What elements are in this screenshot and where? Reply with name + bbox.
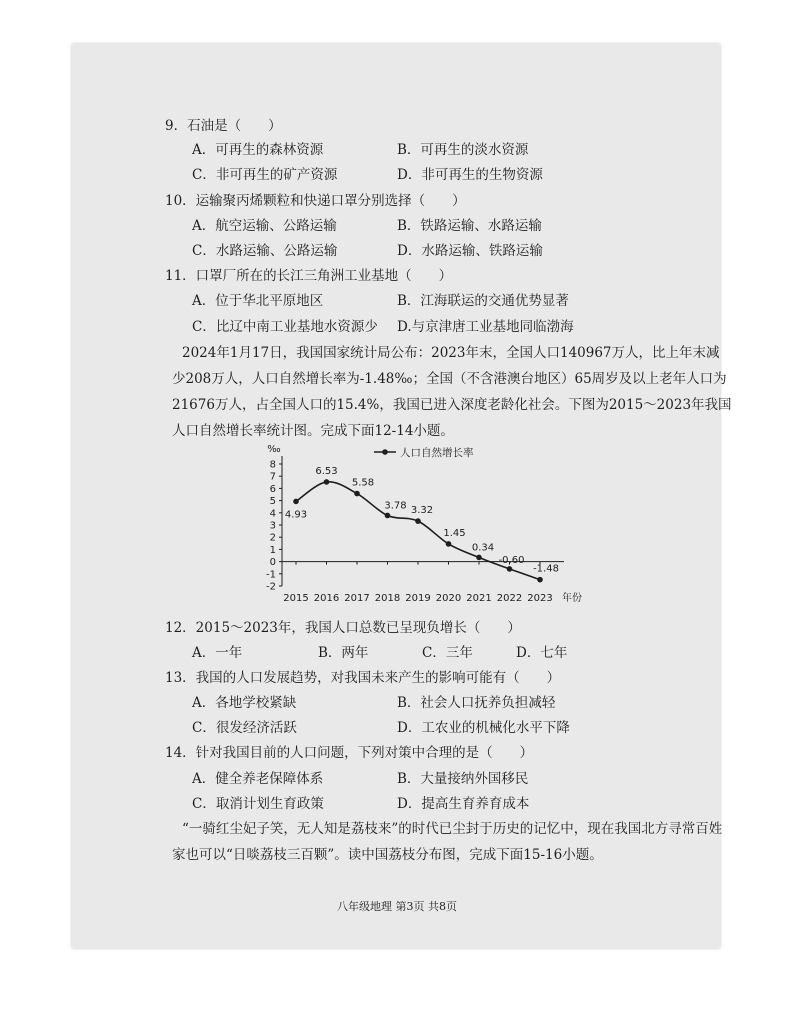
data-label: -1.48 bbox=[533, 563, 559, 575]
q12-option-a: A．一年 bbox=[192, 645, 243, 661]
q10-option-d: D．水路运输、铁路运输 bbox=[397, 243, 543, 259]
data-label: 1.45 bbox=[443, 527, 466, 539]
question-14-stem: 14．针对我国目前的人口问题，下列对策中合理的是（ ） bbox=[165, 745, 534, 761]
q11-option-b: B．江海联运的交通优势显著 bbox=[397, 293, 569, 309]
data-label: 3.32 bbox=[410, 505, 434, 517]
data-point bbox=[354, 491, 360, 497]
x-tick-label: 2018 bbox=[374, 593, 401, 604]
legend-marker bbox=[382, 449, 388, 455]
x-tick-label: 2019 bbox=[405, 593, 431, 604]
y-tick-label: 5 bbox=[269, 496, 276, 508]
q13-option-d: D．工农业的机械化水平下降 bbox=[397, 720, 570, 736]
q11-option-c: C．比辽中南工业基地水资源少 bbox=[192, 319, 378, 335]
data-point bbox=[324, 479, 330, 485]
y-tick-label: 6 bbox=[269, 483, 276, 495]
x-tick-label: 2016 bbox=[313, 593, 340, 604]
q9-option-b: B．可再生的淡水资源 bbox=[397, 142, 529, 158]
y-tick-label: 4 bbox=[269, 508, 276, 520]
data-label: 4.93 bbox=[284, 509, 308, 521]
question-12-stem: 12．2015～2023年，我国人口总数已呈现负增长（ ） bbox=[165, 620, 521, 636]
data-point bbox=[415, 518, 421, 524]
y-tick-label: 2 bbox=[269, 532, 276, 544]
q14-option-a: A．健全养老保障体系 bbox=[192, 771, 324, 787]
y-tick-label: -1 bbox=[266, 569, 276, 581]
data-label: 5.58 bbox=[351, 477, 375, 489]
question-9-stem: 9．石油是（ ） bbox=[165, 118, 282, 134]
question-11-stem: 11．口罩厂所在的长江三角洲工业基地（ ） bbox=[165, 268, 453, 284]
q13-option-a: A．各地学校紧缺 bbox=[192, 695, 297, 711]
y-axis-label: ‰ bbox=[267, 444, 281, 455]
question-10-stem: 10．运输聚丙烯颗粒和快递口罩分别选择（ ） bbox=[165, 193, 466, 209]
data-point bbox=[293, 499, 299, 505]
y-tick-label: 8 bbox=[269, 459, 276, 471]
data-point bbox=[446, 541, 452, 547]
population-growth-chart bbox=[250, 440, 590, 610]
legend-label: 人口自然增长率 bbox=[400, 447, 474, 459]
x-tick-label: 2017 bbox=[344, 593, 370, 604]
q12-option-b: B．两年 bbox=[318, 645, 369, 661]
q12-option-d: D．七年 bbox=[516, 645, 568, 661]
y-tick-label: 0 bbox=[269, 557, 276, 569]
x-tick-label: 2021 bbox=[466, 593, 492, 604]
data-point bbox=[476, 555, 482, 561]
q14-option-b: B．大量接纳外国移民 bbox=[397, 771, 529, 787]
q12-option-c: C．三年 bbox=[422, 645, 473, 661]
data-label: 6.53 bbox=[315, 465, 338, 477]
y-tick-label: 1 bbox=[269, 544, 276, 556]
q10-option-c: C．水路运输、公路运输 bbox=[192, 243, 338, 259]
q11-option-a: A．位于华北平原地区 bbox=[192, 293, 324, 309]
question-13-stem: 13．我国的人口发展趋势，对我国未来产生的影响可能有（ ） bbox=[165, 670, 561, 686]
q11-option-d: D.与京津唐工业基地同临渤海 bbox=[397, 319, 574, 335]
q13-option-c: C．很发经济活跃 bbox=[192, 720, 297, 736]
x-tick-label: 2023 bbox=[527, 593, 553, 604]
q13-option-b: B．社会人口抚养负担减轻 bbox=[397, 695, 556, 711]
data-label: -0.60 bbox=[498, 554, 525, 566]
x-tick-label: 2015 bbox=[283, 593, 309, 604]
q9-option-d: D．非可再生的生物资源 bbox=[397, 167, 543, 183]
passage-lychee bbox=[172, 816, 732, 868]
q10-option-b: B．铁路运输、水路运输 bbox=[397, 218, 542, 234]
data-label: 3.78 bbox=[384, 500, 407, 512]
passage-population-text: 2024年1月17日，我国国家统计局公布：2023年末，全国人口140967万人，比上年末减少208万人，人口自然增长率为-1.48‰；全国（不含港澳台地区）65周岁及以上老年人口为21676万人，占全国人口的15.4%，我国已进入深度老龄化社会。下图为2015～2023年我国人口自然增长率统计图。完成下面12-14小题。 bbox=[172, 345, 732, 439]
data-label: 0.34 bbox=[471, 542, 495, 554]
population-growth-chart-svg bbox=[250, 440, 590, 610]
data-point bbox=[537, 577, 543, 583]
x-axis-label: 年份 bbox=[562, 593, 582, 604]
q14-option-c: C．取消计划生育政策 bbox=[192, 796, 324, 812]
q10-option-a: A．航空运输、公路运输 bbox=[192, 218, 337, 234]
x-tick-label: 2020 bbox=[435, 593, 462, 604]
q9-option-c: C．非可再生的矿产资源 bbox=[192, 167, 338, 183]
q14-option-d: D．提高生育养育成本 bbox=[397, 796, 530, 812]
y-tick-label: 3 bbox=[269, 520, 276, 532]
data-point bbox=[507, 566, 513, 572]
passage-lychee-text: “一骑红尘妃子笑，无人知是荔枝来”的时代已尘封于历史的记忆中，现在我国北方寻常百姓家也可以“日啖荔枝三百颗”。读中国荔枝分布图，完成下面15-16小题。 bbox=[172, 821, 723, 863]
q9-option-a: A．可再生的森林资源 bbox=[192, 142, 324, 158]
page-footer: 八年级地理 第3页 共8页 bbox=[337, 900, 457, 913]
data-point bbox=[385, 513, 391, 519]
x-tick-label: 2022 bbox=[496, 593, 523, 604]
passage-population bbox=[172, 340, 732, 444]
y-tick-label: 7 bbox=[269, 471, 276, 483]
y-tick-label: -2 bbox=[266, 581, 276, 593]
